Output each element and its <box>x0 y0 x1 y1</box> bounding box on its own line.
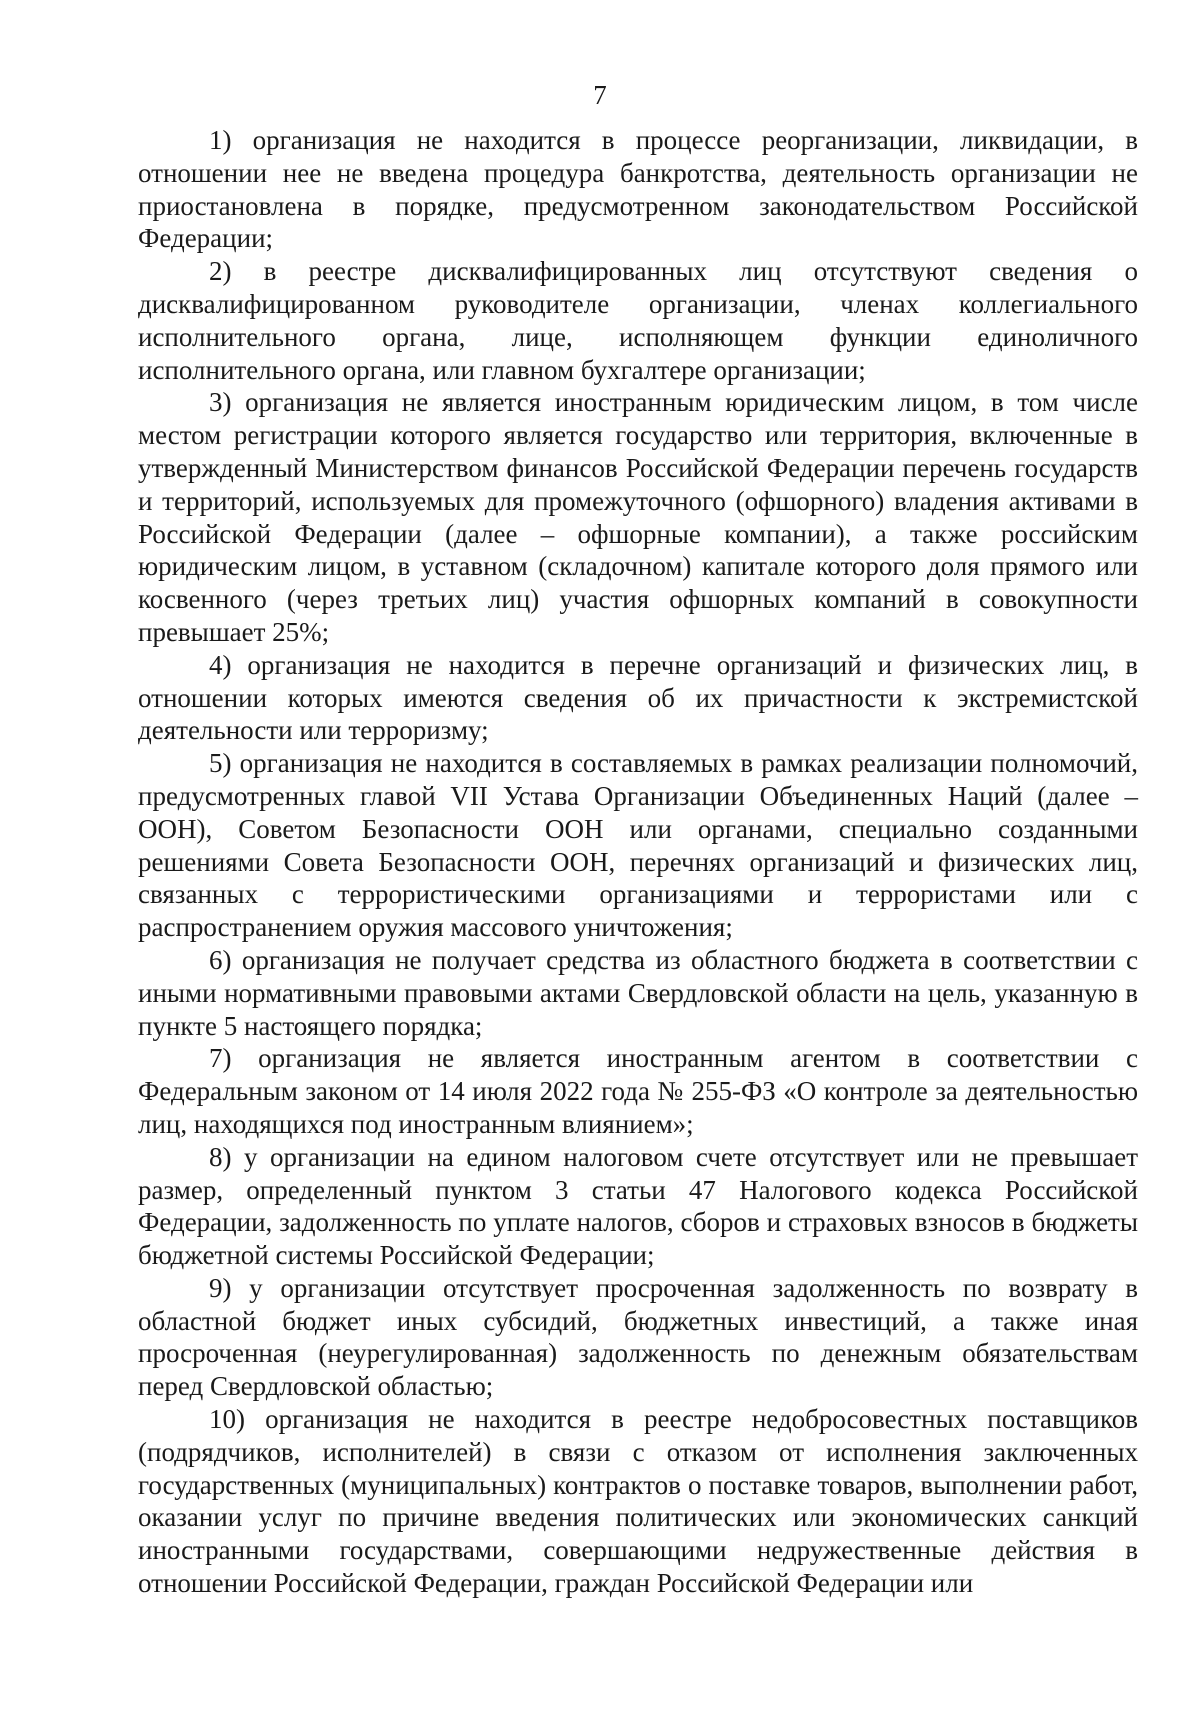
paragraph-item-3: 3) организация не является иностранным юридическим лицом, в том числе местом регистрации которого является государство или территория, включенные в утвержденный Министерством финансов Российской Федерации перечень государств и территорий, используемых для промежуточного (офшорного) владения активами в Российской Федерации (далее – офшорные компании), а также российским юридическим лицом, в уставном (складочном) капитале которого доля прямого или косвенного (через третьих лиц) участия офшорных компаний в совокупности превышает 25%; <box>138 387 1138 647</box>
paragraph-item-6: 6) организация не получает средства из областного бюджета в соответствии с иными нормативными правовыми актами Свердловской области на цель, указанную в пункте 5 настоящего порядка; <box>138 944 1138 1041</box>
document-body <box>138 124 1138 1600</box>
paragraph-item-2: 2) в реестре дисквалифицированных лиц отсутствуют сведения о дисквалифицированном руководителе организации, членах коллегиального исполнительного органа, лице, исполняющем функции единоличного исполнительного органа, или главном бухгалтере организации; <box>138 256 1138 385</box>
paragraph-item-8: 8) у организации на едином налоговом счете отсутствует или не превышает размер, определенный пунктом 3 статьи 47 Налогового кодекса Российской Федерации, задолженность по уплате налогов, сборов и страховых взносов в бюджеты бюджетной системы Российской Федерации; <box>138 1141 1138 1271</box>
paragraph-item-10: 10) организация не находится в реестре недобросовестных поставщиков (подрядчиков, исполнителей) в связи с отказом от исполнения заключенных государственных (муниципальных) контрактов о поставке товаров, выполнении работ, оказании услуг по причине введения политических или экономических санкций иностранными государствами, совершающими недружественные действия в отношении Российской Федерации, граждан Российской Федерации или <box>138 1404 1138 1599</box>
paragraph-item-7: 7) организация не является иностранным агентом в соответствии с Федеральным законом от 14 июля 2022 года № 255-ФЗ «О контроле за деятельностью лиц, находящихся под иностранным влиянием»; <box>138 1043 1138 1139</box>
paragraph-item-9: 9) у организации отсутствует просроченная задолженность по возврату в областной бюджет иных субсидий, бюджетных инвестиций, а также иная просроченная (неурегулированная) задолженность по денежным обязательствам перед Свердловской областью; <box>138 1272 1138 1402</box>
page-number: 7 <box>593 80 607 110</box>
paragraph-item-1: 1) организация не находится в процессе реорганизации, ликвидации, в отношении нее не введена процедура банкротства, деятельность организации не приостановлена в порядке, предусмотренном законодательством Российской Федерации; <box>138 125 1138 254</box>
paragraph-item-4: 4) организация не находится в перечне организаций и физических лиц, в отношении которых имеются сведения об их причастности к экстремистской деятельности или терроризму; <box>138 649 1138 746</box>
paragraph-item-5: 5) организация не находится в составляемых в рамках реализации полномочий, предусмотренных главой VII Устава Организации Объединенных Наций (далее – ООН), Советом Безопасности ООН или органами, специально созданными решениями Совета Безопасности ООН, перечнях организаций и физических лиц, связанных с террористическими организациями и террористами или с распространением оружия массового уничтожения; <box>138 748 1138 943</box>
